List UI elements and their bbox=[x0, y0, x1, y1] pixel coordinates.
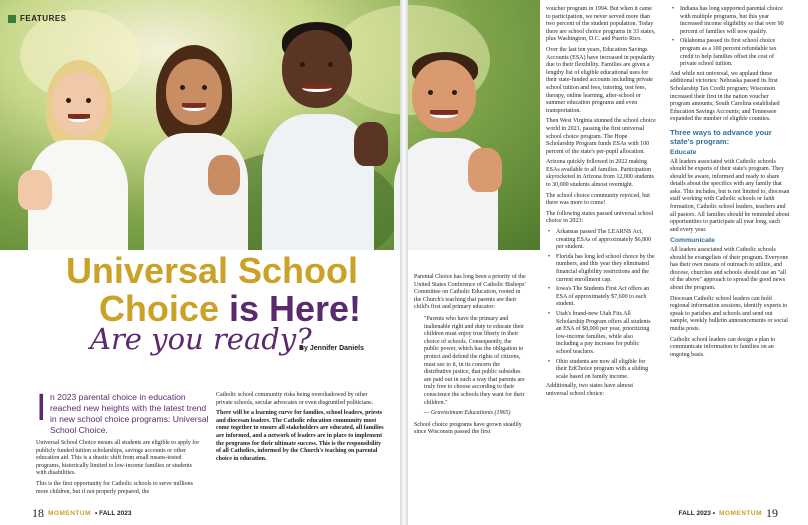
pull-quote bbox=[414, 316, 526, 418]
issue-label-left: • FALL 2023 bbox=[95, 510, 132, 517]
hero-photo-children-thumbs-up bbox=[0, 0, 540, 250]
col4-paragraph-5: The school choice community rejoiced, but there was more to come! bbox=[546, 192, 650, 207]
list-item: • Iowa's The Students First Act offers an ESA of approximately $7,600 to each student. bbox=[546, 286, 656, 309]
col5-state-list bbox=[670, 6, 790, 69]
pull-quote-attribution: — Gravissimum Educationis (1965) bbox=[424, 410, 511, 417]
column-2 bbox=[216, 392, 384, 466]
page-number-right: 19 bbox=[766, 506, 778, 520]
headline-line-1: Universal School bbox=[65, 250, 359, 291]
column-4 bbox=[546, 6, 656, 402]
list-item: • Utah's brand-new Utah Fits All Scholarship Program offers all students an ESA of $8,000 per year, prioritizing low-income families, while also including a pay increase for public school teachers. bbox=[546, 311, 656, 357]
col4-paragraph-6: The following states passed universal school choice in 2023: bbox=[546, 210, 654, 225]
magazine-name-right: MOMENTUM bbox=[719, 510, 762, 517]
list-item: • Arkansas passed The LEARNS Act, creating ESAs of approximately $6,800 per student. bbox=[546, 229, 656, 252]
subheading-communicate: Communicate bbox=[670, 237, 715, 245]
column-5 bbox=[670, 6, 790, 362]
col3-paragraph-1: Parental Choice has long been a priority of the United States Conference of Catholic Bishops' Committee on Catholic Education, rooted in the Church's teaching that parents are their child's first and primary educator: bbox=[414, 274, 526, 311]
byline: By Jennifer Daniels bbox=[299, 345, 364, 352]
issue-label-right: FALL 2023 • bbox=[678, 510, 715, 517]
col1-paragraph-2: This is the first opportunity for Catholic schools to serve millions more children, but if not properly prepared, the bbox=[36, 480, 193, 495]
page-number-left: 18 bbox=[32, 506, 44, 520]
headline-subtitle: Are you ready? bbox=[90, 322, 312, 356]
section-tag bbox=[8, 14, 67, 23]
list-item: • Ohio students are now all eligible for their EdChoice program with a sliding scale based on family income. bbox=[546, 359, 656, 382]
col2-paragraph-2: There will be a learning curve for families, school leaders, priests and diocesan leaders. The Catholic education community must come together to ensure all stakeholders are educated, all families are informed, and a network of leaders are in place to implement the programs for their ultimate success. This is the responsibility of all Catholics, informed by the Church's teaching on parental choice in education. bbox=[216, 410, 384, 462]
list-item: • Florida has long led school choice by the numbers, and this year they eliminated financial eligibility restrictions and the current enrollment cap. bbox=[546, 254, 656, 284]
col4-paragraph-2: Over the last ten years, Education Savings Accounts (ESA) have increased in popularity due to their flexibility. Families are given a lengthy list of eligible educational uses for their state-funded accounts including private school tuition and fees, tutoring, test fees, therapy, online learning, after-school or summer education programs and even transportation. bbox=[546, 46, 655, 114]
col2-paragraph-1: Catholic school community risks being overshadowed by other private schools, secular advocates or even disgruntled politicians. bbox=[216, 392, 374, 406]
col5-communicate-paragraph-1: All leaders associated with Catholic schools should be evangelists of their program. Everyone has their own means of outreach to utilize, and diocese, churches and schools should use an "all of the above" approach to spread the good news about the program. bbox=[670, 247, 789, 291]
headline-word-choice: Choice bbox=[98, 288, 219, 329]
col4-paragraph-4: Arizona quickly followed in 2022 making ESAs available to all families. Participation skyrocketed in Arizona from 12,000 students to 30,000 students almost overnight. bbox=[546, 159, 654, 189]
col5-paragraph-1: And while not universal, we applaud these additional victories: Nebraska passed its first Scholarship Tax Credit program; Wisconsin increased their first in the nation voucher program amounts; South Carolina established Education Savings Accounts; and Tennessee expanded the number of eligible counties. bbox=[670, 70, 780, 123]
col5-educate-paragraph: All leaders associated with Catholic schools should be experts of their state's program. They should be aware, informed and ready to share details about the specifics with any family that asks. This includes, but is not limited to, diocesan staff working with Catholic schools or faith formation, Catholic school leaders, teachers and all pastors. All families should be reminded about opportunities to participate all year long, each and every year. bbox=[670, 158, 790, 233]
list-item: • Oklahoma passed its first school choice program as a 100 percent refundable tax credit to help families offset the cost of private school tuition. bbox=[670, 38, 790, 68]
magazine-name-left: MOMENTUM bbox=[48, 510, 91, 517]
list-item: • Indiana has long supported parental choice with multiple programs, but this year increased income eligibility so that over 90 percent of families will now qualify. bbox=[670, 6, 790, 36]
col5-communicate-paragraph-2: Diocesan Catholic school leaders can hold regional information sessions, identify experts to speak to parishes and schools and send out sample, weekly bulletin announcements or social media posts. bbox=[670, 295, 788, 332]
section-tag-marker-icon bbox=[8, 15, 16, 23]
column-1 bbox=[36, 440, 202, 499]
section-tag-label: FEATURES bbox=[20, 14, 67, 23]
section-heading-three-ways: Three ways to advance your state's program: bbox=[670, 127, 772, 146]
folio-right bbox=[679, 506, 778, 521]
pull-quote-text: "Parents who have the primary and inalienable right and duty to educate their children must enjoy true liberty in their choice of schools. Consequently, the public power, which has the obligation to protect and defend the rights of citizens, must see to it, in its concern the distributive justice, that public subsidies are paid out in such a way that parents are truly free to choose according to their conscience the schools they want for their children." bbox=[424, 315, 525, 406]
col4-paragraph-3: Then West Virginia stunned the school choice world in 2021, passing the first universal school choice program. The Hope Scholarship Program funds ESAs with 100 percent of the state's per-pupil allocation. bbox=[546, 118, 656, 155]
lead-paragraph: n 2023 parental choice in education reached new heights with the latest trend in new school choice programs: Universal School Choice. bbox=[50, 392, 209, 435]
col1-paragraph-1: Universal School Choice means all students are eligible to apply for publicly funded tuition scholarships, savings accounts or other education aid. This is a drastic shift from small means-tested programs, historically limited to low-income families or students with disabilities. bbox=[36, 440, 200, 477]
col4-paragraph-7: Additionally, two states have almost universal school choice: bbox=[546, 383, 634, 397]
column-3 bbox=[414, 274, 526, 440]
drop-cap: I bbox=[36, 387, 47, 429]
col4-paragraph-1: voucher program in 1994. But when it came to participation, we never served more than two percent of the student population. Today there are school choice programs in 33 states, plus Washington, D.C. and Puerto Rico. bbox=[546, 6, 656, 43]
folio-left bbox=[32, 506, 131, 521]
col4-state-list bbox=[546, 229, 656, 381]
spread-gutter bbox=[400, 0, 408, 525]
subheading-educate: Educate bbox=[670, 148, 697, 156]
col3-paragraph-2: School choice programs have grown steadily since Wisconsin passed the first bbox=[414, 421, 522, 436]
col5-communicate-paragraph-3: Catholic school leaders can design a plan to communicate information to families on an ongoing basis. bbox=[670, 336, 776, 358]
headline-is-here: is Here! bbox=[228, 288, 362, 329]
